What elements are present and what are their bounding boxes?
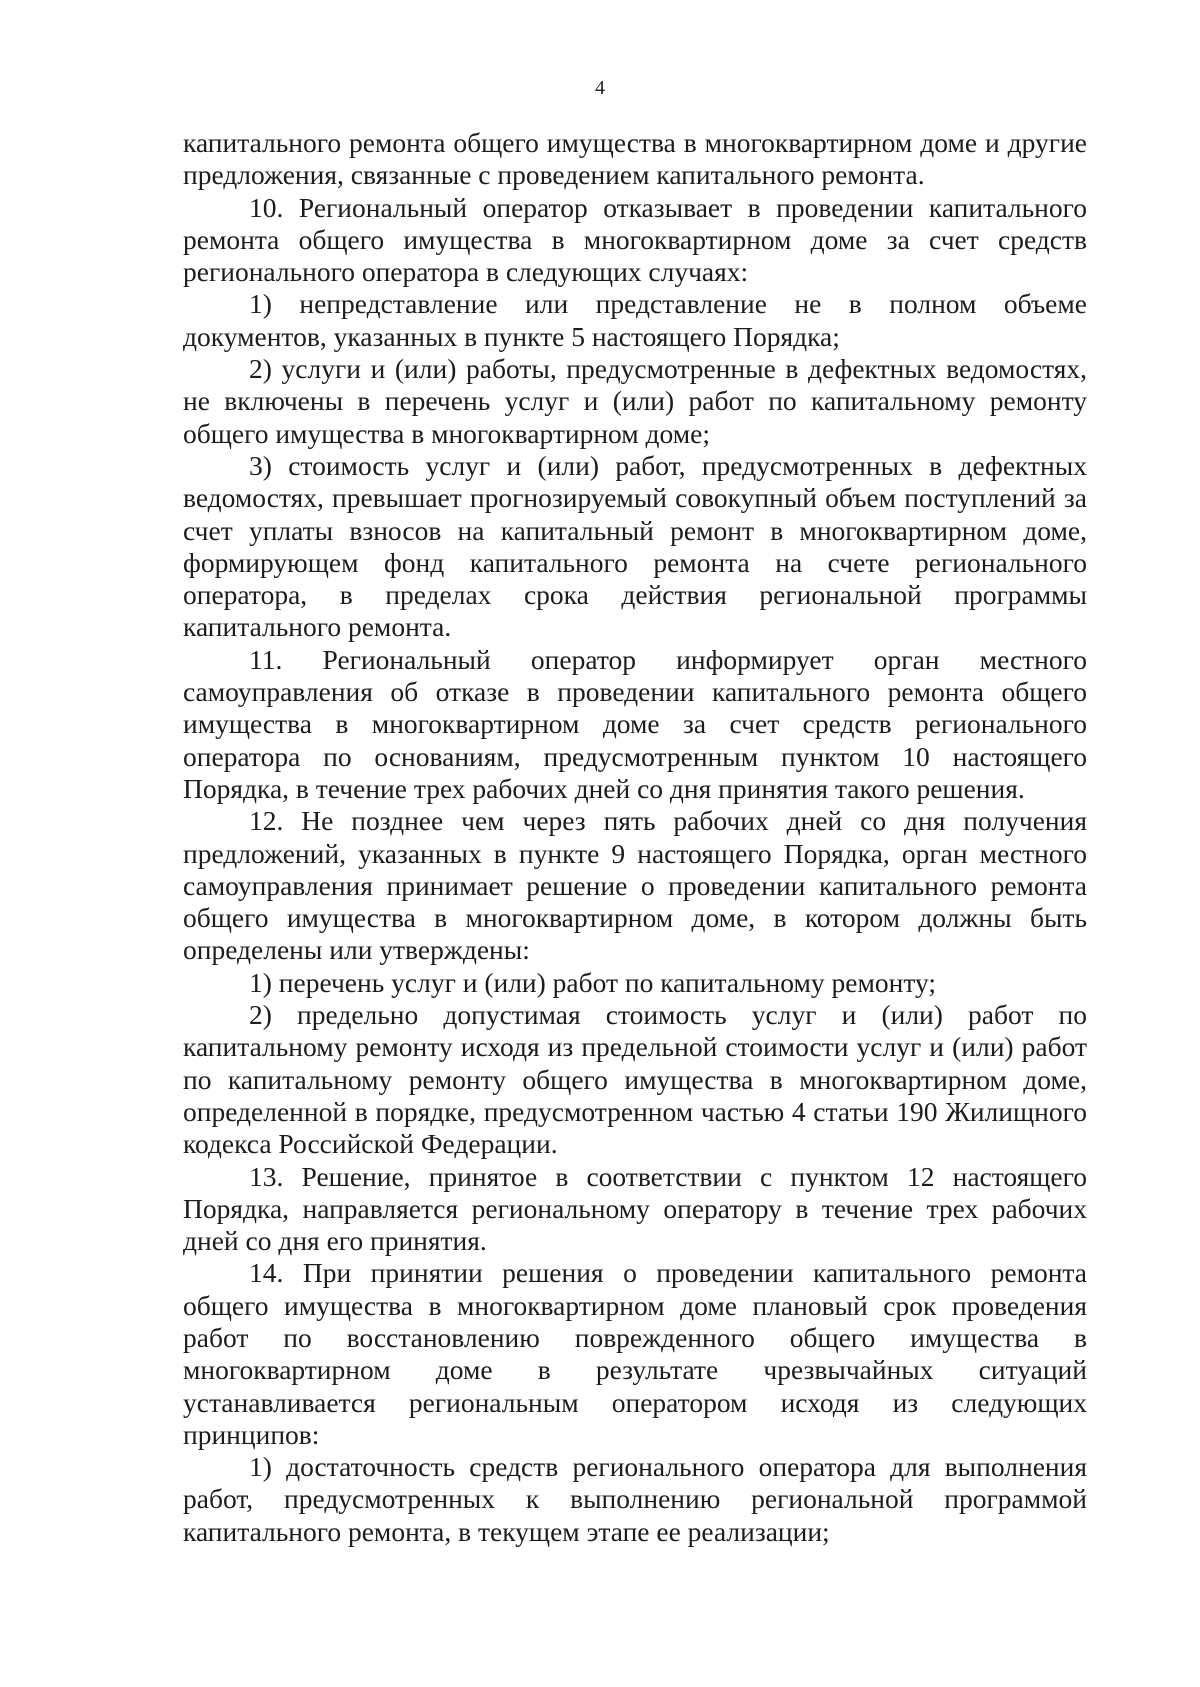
paragraph-item-13: 13. Решение, принятое в соответствии с пунктом 12 настоящего Порядка, направляется региональному оператору в течение трех рабочих дней со дня его принятия. (183, 1160, 1087, 1257)
paragraph-item-11: 11. Региональный оператор информирует орган местного самоуправления об отказе в проведении капитального ремонта общего имущества в многоквартирном доме за счет средств регионального оператора по основаниям, предусмотренным пунктом 10 настоящего Порядка, в течение трех рабочих дней со дня принятия такого решения. (183, 643, 1087, 804)
paragraph-continuation: капитального ремонта общего имущества в многоквартирном доме и другие предложения, связанные с проведением капитального ремонта. (183, 127, 1087, 191)
paragraph-item-14: 14. При принятии решения о проведении капитального ремонта общего имущества в многоквартирном доме плановый срок проведения работ по восстановлению поврежденного общего имущества в многоквартирном доме в результате чрезвычайных ситуаций устанавливается региональным оператором исходя из следующих принципов: (183, 1257, 1087, 1450)
paragraph-item-10-3: 3) стоимость услуг и (или) работ, предусмотренных в дефектных ведомостях, превышает прогнозируемый совокупный объем поступлений за счет уплаты взносов на капитальный ремонт в многоквартирном доме, формирующем фонд капитального ремонта на счете регионального оператора, в пределах срока действия региональной программы капитального ремонта. (183, 449, 1087, 643)
paragraph-item-12-1: 1) перечень услуг и (или) работ по капитальному ремонту; (249, 966, 937, 998)
document-body (183, 127, 1087, 1548)
paragraph-item-12: 12. Не позднее чем через пять рабочих дней со дня получения предложений, указанных в пункте 9 настоящего Порядка, орган местного самоуправления принимает решение о проведении капитального ремонта общего имущества в многоквартирном доме, в котором должны быть определены или утверждены: (183, 805, 1087, 966)
page-number: 4 (595, 77, 605, 99)
paragraph-item-14-1: 1) достаточность средств регионального оператора для выполнения работ, предусмотренных к выполнению региональной программой капитального ремонта, в текущем этапе ее реализации; (183, 1451, 1087, 1547)
paragraph-item-10-2: 2) услуги и (или) работы, предусмотренные в дефектных ведомостях, не включены в перечень услуг и (или) работ по капитальному ремонту общего имущества в многоквартирном доме; (183, 353, 1087, 449)
paragraph-item-10-1: 1) непредставление или представление не в полном объеме документов, указанных в пункте 5 настоящего Порядка; (183, 288, 1087, 352)
paragraph-item-10: 10. Региональный оператор отказывает в проведении капитального ремонта общего имущества в многоквартирном доме за счет средств регионального оператора в следующих случаях: (183, 191, 1087, 288)
paragraph-item-12-2: 2) предельно допустимая стоимость услуг и (или) работ по капитальному ремонту исходя из предельной стоимости услуг и (или) работ по капитальному ремонту общего имущества в многоквартирном доме, определенной в порядке, предусмотренном частью 4 статьи 190 Жилищного кодекса Российской Федерации. (183, 999, 1087, 1160)
